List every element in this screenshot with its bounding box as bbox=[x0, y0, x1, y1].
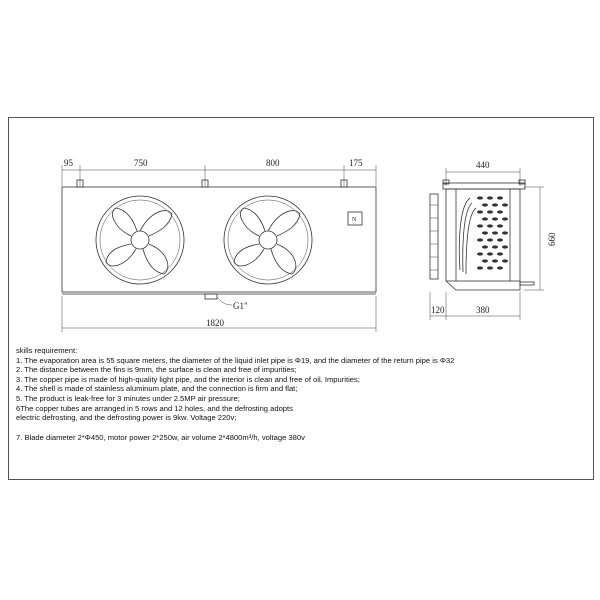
fan-hub bbox=[131, 231, 149, 249]
top-flange bbox=[443, 183, 525, 189]
fan-guard-side bbox=[430, 194, 438, 279]
fan-blade bbox=[271, 244, 296, 274]
outlet-label: G1" bbox=[233, 301, 248, 311]
drain-tray bbox=[446, 281, 520, 290]
side-body bbox=[446, 189, 520, 281]
fan-1 bbox=[96, 196, 184, 284]
dim-175: 175 bbox=[349, 158, 363, 168]
note-item: 3. The copper pipe is made of high-quality light pipe, and the interior is clean and free of oil. Impurities; bbox=[16, 374, 360, 384]
fan-blade bbox=[112, 208, 137, 236]
dim-440: 440 bbox=[476, 160, 490, 170]
nameplate-label: N bbox=[352, 217, 357, 223]
notes-heading: skills requirement: bbox=[16, 346, 78, 355]
note-item: electric defrosting, and the defrosting power is 9kw. Voltage 220v; bbox=[16, 413, 237, 423]
note-item: 6The copper tubes are arranged in 5 rows and 12 holes, and the defrosting adopts bbox=[16, 403, 293, 413]
dim-750: 750 bbox=[134, 158, 148, 168]
note-item: 2. The distance between the fins is 9mm, the surface is clean and free of impurities; bbox=[16, 365, 297, 375]
note-item: 5. The product is leak-free for 3 minutes under 2.5MP air pressure; bbox=[16, 393, 240, 403]
front-view bbox=[62, 158, 376, 332]
dim-1820: 1820 bbox=[206, 318, 224, 328]
note-item: 7. Blade diameter 2*Φ450, motor power 2*250w, air volume 2*4800m³/h, voltage 380v bbox=[16, 432, 305, 442]
note-item: 4. The shell is made of stainless aluminum plate, and the connection is firm and flat; bbox=[16, 384, 298, 394]
dim-120: 120 bbox=[431, 305, 445, 315]
dim-380: 380 bbox=[476, 305, 490, 315]
drain-pipe bbox=[520, 282, 534, 285]
fan-guard-outer bbox=[224, 196, 312, 284]
coil-tubes bbox=[477, 196, 508, 269]
note-item: 1. The evaporation area is 55 square meters, the diameter of the liquid inlet pipe is Φ19, and the diameter of the return pipe is Φ32 bbox=[16, 355, 455, 365]
fan-2 bbox=[224, 196, 312, 284]
fan-blade bbox=[106, 244, 136, 266]
fan-blade bbox=[240, 208, 265, 236]
fan-guard-outer bbox=[96, 196, 184, 284]
fan-hub bbox=[259, 231, 277, 249]
pipe-bend bbox=[466, 208, 476, 274]
fan-blade bbox=[234, 244, 264, 266]
drain-outlet bbox=[205, 294, 217, 299]
fan-blade bbox=[143, 244, 168, 274]
unit-body bbox=[62, 187, 376, 292]
dim-800: 800 bbox=[266, 158, 280, 168]
dim-95: 95 bbox=[64, 158, 73, 168]
side-view bbox=[430, 160, 557, 320]
outlet-leader bbox=[217, 297, 232, 305]
technical-notes bbox=[16, 346, 588, 442]
dim-660: 660 bbox=[547, 232, 557, 246]
